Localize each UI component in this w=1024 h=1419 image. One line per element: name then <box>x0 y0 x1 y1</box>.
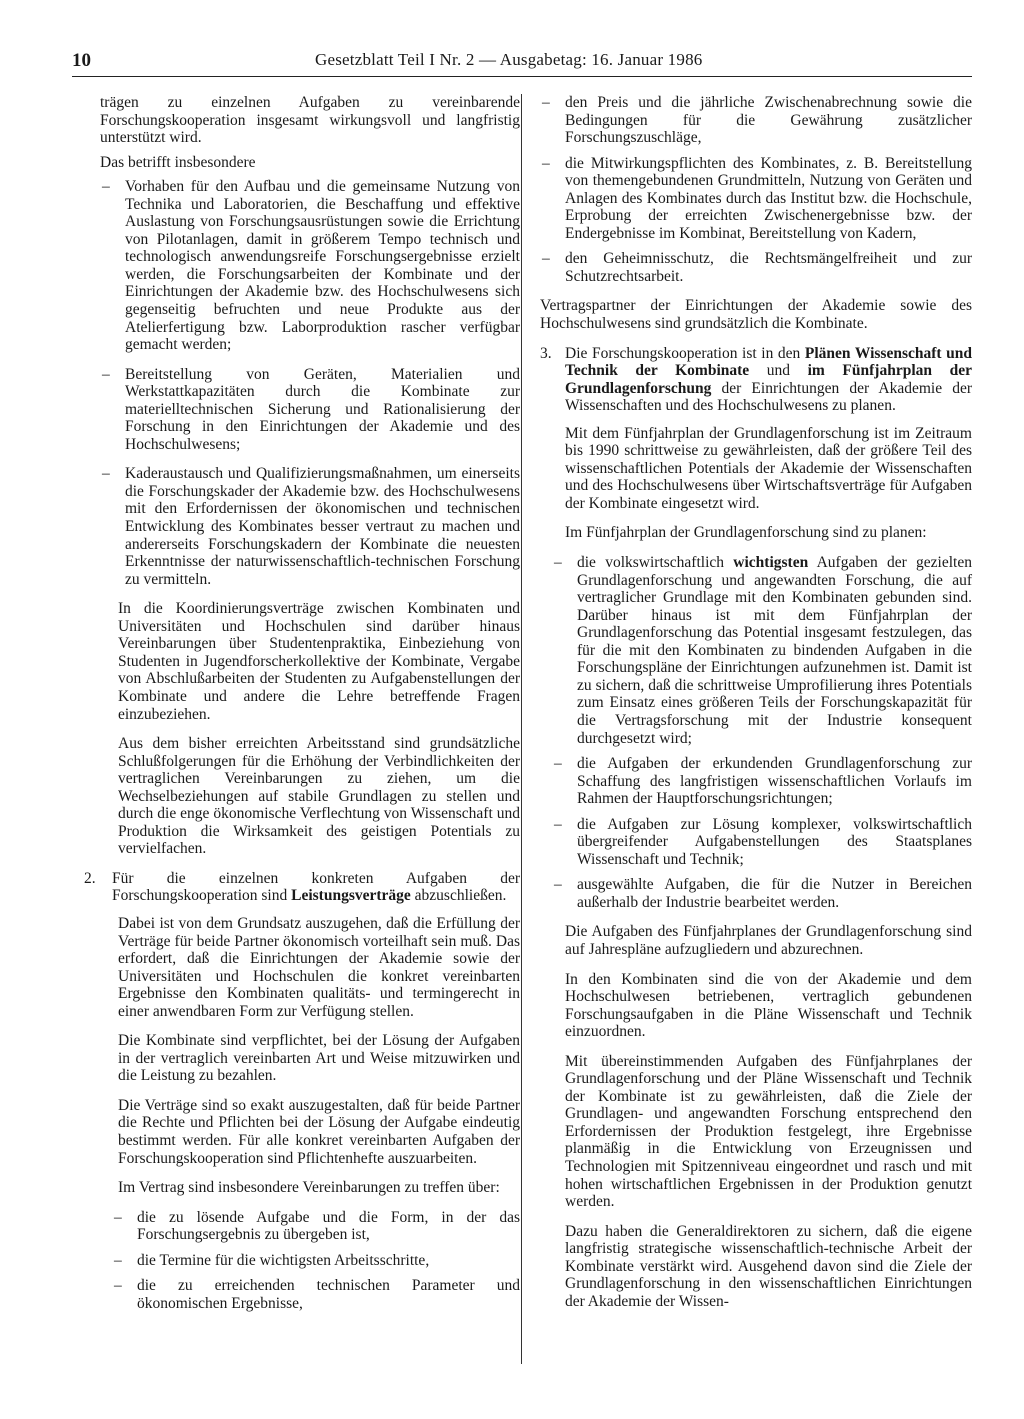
list-item <box>112 1252 520 1270</box>
numbered-item-2 <box>84 870 520 905</box>
column-divider <box>521 94 522 1364</box>
item-text-bold: im Fünfjahrplan der Grundlagenforschung <box>565 362 972 397</box>
list-item-text: ausgewählte Aufgaben, die für die Nutzer in Bereichen außerhalb der Industrie bearbeitet werden. <box>577 876 972 911</box>
list-item <box>540 250 972 285</box>
paragraph-uebereinstimmend: Mit übereinstimmenden Aufgaben des Fünfjahrplanes der Grundlagenforschung und der Pläne Wissenschaft und Technik der Kombinate ist zu gewährleisten, daß die Ziele der Grundlagen- und angewandten Forschung entsprechend den Erfordernissen der Produktion festgelegt, ihre Ergebnisse planmäßig in die Entwicklung von Erzeugnissen und Technologien mit Spitzenniveau eingeordnet und rasch und mit hohen wirtschaftlichen Ergebnissen in der Produktion genutzt werden. <box>565 1052 972 1211</box>
item-number: 2. <box>84 869 96 887</box>
paragraph-intro: trägen zu einzelnen Aufgaben zu vereinbarende Forschungskooperation insgesamt wirkungsvoll und langfristig unterstützt wird. <box>100 94 520 147</box>
list-item-text: Vorhaben für den Aufbau und die gemeinsame Nutzung von Technika und Laboratorien, die Beschaffung und effektive Auslastung von Forschungsausrüstungen sowie die Errichtung von Pilotanlagen, damit in größerem Tempo technisch und technologisch anwendungsreife Forschungsergebnisse erzielt werden, die Forschungsarbeiten der Kombinate und der Einrichtungen der Akademie bzw. des Hochschulwesens sich gegenseitig befruchten und neue Produkte aus der Atelierfertigung bzw. Laborproduktion rascher verfügbar gemacht werden; <box>125 178 520 354</box>
dash-marker: – <box>542 154 550 172</box>
running-head: Gesetzblatt Teil I Nr. 2 — Ausgabetag: 16. Januar 1986 <box>315 50 703 69</box>
list-item-text: die zu erreichenden technischen Parameter und ökonomischen Ergebnisse, <box>137 1277 520 1312</box>
list-item <box>112 1277 520 1312</box>
list-item <box>552 816 972 869</box>
dash-marker: – <box>554 876 562 894</box>
right-column <box>540 94 972 1322</box>
paragraph-fuenfjahrplan: Mit dem Fünfjahrplan der Grundlagenforschung ist im Zeitraum bis 1990 schrittweise zu gewährleisten, daß der größere Teil des wissenschaftlichen Potentials der Akademie der Wissenschaften und des Hochschulwesens über Wirtschaftsverträge für Aufgaben der Kombinate eingesetzt wird. <box>565 424 972 512</box>
item-text: der Einrichtungen der Akademie der Wissenschaften und des Hochschulwesens zu planen. <box>565 379 972 415</box>
paragraph-im-vertrag: Im Vertrag sind insbesondere Vereinbarungen zu treffen über: <box>118 1179 500 1197</box>
paragraph-exakt: Die Verträge sind so exakt auszugestalten, daß für beide Partner die Rechte und Pflichten bei der Lösung der Aufgabe eindeutig bestimmt werden. Für alle konkret vereinbarten Aufgaben der Forschungskooperation sind Pflichtenhefte auszuarbeiten. <box>118 1096 520 1167</box>
list-item <box>552 554 972 747</box>
paragraph-jahresplaene: Die Aufgaben des Fünfjahrplanes der Grundlagenforschung sind auf Jahrespläne aufzugliedern und abzurechnen. <box>565 923 972 958</box>
paragraph-kombinaten: In den Kombinaten sind die von der Akademie und dem Hochschulwesen betriebenen, vertraglich gebundenen Forschungsaufgaben in die Pläne Wissenschaft und Technik einzuordnen. <box>565 970 972 1041</box>
dash-marker: – <box>554 815 562 833</box>
list-item <box>540 94 972 147</box>
list-item <box>112 1209 520 1244</box>
item-text: Die Forschungskooperation ist in den <box>565 344 805 362</box>
paragraph-generaldirektoren: Dazu haben die Generaldirektoren zu sichern, daß die eigene langfristig strategische wissenschaftlich-technische Arbeit der Kombinate verstärkt wird. Ausgehend davon sind die Ziele der Grundlagenforschung in den wissenschaftlichen Einrichtungen der Akademie der Wissen- <box>565 1222 972 1310</box>
list-item <box>100 178 520 353</box>
paragraph-vertragspartner: Vertragspartner der Einrichtungen der Akademie sowie des Hochschulwesens sind grundsätzlich die Kombinate. <box>540 297 972 333</box>
item-text-bold: Plänen Wissenschaft und Technik der Kombinate <box>565 344 972 380</box>
list-item-text: den Preis und die jährliche Zwischenabrechnung sowie die Bedingungen für die Gewährung zusätzlicher Forschungszuschläge, <box>565 94 972 147</box>
item-text-bold: Leistungsverträge <box>291 887 411 905</box>
paragraph-arbeitsstand: Aus dem bisher erreichten Arbeitsstand sind grundsätzliche Schlußfolgerungen für die Erhöhung der Verbindlichkeiten der vertraglichen Vereinbarungen zu ziehen, um die Wechselbeziehungen auf stabile Grundlagen zu stellen und durch die enge ökonomische Verflechtung von Wissenschaft und Produktion die Wirksamkeit des geistigen Potentials zu vervielfachen. <box>118 735 520 858</box>
paragraph-koordinierung: In die Koordinierungsverträge zwischen Kombinaten und Universitäten und Hochschulen sind darüber hinaus Vereinbarungen über Studentenpraktika, Einbeziehung von Studenten in Jugendforscherkollektive der Kombinate, Vergabe von Abschlußarbeiten der Studenten zu Aufgabenstellungen der Kombinate und andere die Lehre betreffende Fragen einzubeziehen. <box>118 600 520 723</box>
dash-marker: – <box>554 554 562 572</box>
dash-marker: – <box>114 1251 122 1269</box>
list-item <box>100 366 520 454</box>
list-item <box>540 155 972 243</box>
page-header <box>72 48 972 77</box>
item-text: Für die einzelnen konkreten Aufgaben der Forschungskooperation sind <box>112 869 520 905</box>
dash-marker: – <box>114 1208 122 1226</box>
dash-marker: – <box>542 94 550 111</box>
dash-marker: – <box>102 365 110 383</box>
list-item <box>552 876 972 911</box>
paragraph-betrifft: Das betrifft insbesondere <box>100 153 256 171</box>
paragraph-grundsatz: Dabei ist von dem Grundsatz auszugehen, daß die Erfüllung der Verträge für beide Partner ökonomisch vorteilhaft sein muß. Das erfordert, daß die Einrichtungen der Akademie sowie der Universitäten und Hochschulen die konkret vereinbarten Ergebnisse den Kombinaten qualitäts- und termingerecht in einer anwendbaren Form zur Verfügung stellen. <box>118 914 520 1020</box>
paragraph-verpflichtet: Die Kombinate sind verpflichtet, bei der Lösung der Aufgaben in der vertraglich vereinbarten Art und Weise mitzuwirken und die Leistung zu bezahlen. <box>118 1032 520 1085</box>
list-item-text: die Termine für die wichtigsten Arbeitsschritte, <box>137 1251 430 1269</box>
list-item-text-bold: wichtigsten <box>733 554 809 572</box>
item-number: 3. <box>540 344 552 362</box>
left-column <box>84 94 520 1320</box>
list-item-text: Kaderaustausch und Qualifizierungsmaßnahmen, um einerseits die Forschungskader der Akademie bzw. des Hochschulwesens mit den Erfordernissen der ökonomischen und technischen Entwicklung des Kombinates besser vertraut zu machen und andererseits Forschungskadern der Kombinate die neuesten Erkenntnisse der naturwissenschaftlich-technischen Forschung zu vermitteln. <box>125 465 520 588</box>
list-item-text: die Aufgaben zur Lösung komplexer, volkswirtschaftlich übergreifender Aufgabenstellungen des Staatsplanes Wissenschaft und Technik; <box>577 815 972 868</box>
list-item <box>100 465 520 588</box>
item-text: und <box>749 362 808 380</box>
list-item-text: die zu lösende Aufgabe und die Form, in der das Forschungsergebnis zu übergeben ist, <box>137 1208 520 1244</box>
dash-marker: – <box>542 250 550 268</box>
item-text: abzuschließen. <box>410 887 507 905</box>
numbered-item-3 <box>540 345 972 415</box>
list-item-text: die Aufgaben der erkundenden Grundlagenforschung zur Schaffung des langfristigen wissenschaftlichen Vorlaufs im Rahmen der Hauptforschungsrichtungen; <box>577 755 972 808</box>
dash-marker: – <box>102 465 110 483</box>
list-item-text: die Mitwirkungspflichten des Kombinates, z. B. Bereitstellung von themengebundenen Grundmitteln, Nutzung von Geräten und Anlagen des Kombinates durch das Institut bzw. die Hochschule, Erprobung der erreichten Zwischenergebnisse bzw. der Endergebnisse im Kombinat, Bereitstellung von Kadern, <box>565 154 972 242</box>
list-item <box>552 755 972 808</box>
list-item-text: Bereitstellung von Geräten, Materialien und Werkstattkapazitäten durch die Kombinate zur materielltechnischen Sicherung und Rationalisierung der Forschung in den Einrichtungen der Akademie und des Hochschulwesens; <box>125 365 520 453</box>
list-item-text: den Geheimnisschutz, die Rechtsmängelfreiheit und zur Schutzrechtsarbeit. <box>565 250 972 285</box>
dash-marker: – <box>102 178 110 196</box>
page-number: 10 <box>72 50 91 71</box>
dash-marker: – <box>114 1277 122 1295</box>
dash-marker: – <box>554 755 562 773</box>
paragraph-zu-planen: Im Fünfjahrplan der Grundlagenforschung sind zu planen: <box>565 524 927 542</box>
list-item-text: die volkswirtschaftlich <box>577 554 734 572</box>
list-item-text: Aufgaben der gezielten Grundlagenforschung und angewandten Forschung, die auf vertraglicher Grundlage mit den Kombinaten gebunden sind. Darüber hinaus ist mit dem Fünfjahrplan der Grundlagenforschung das Potential insgesamt festzulegen, das für die mit den Kombinaten zu bindenden Aufgaben in die Forschungspläne der Einrichtungen aufzunehmen ist. Damit ist zu sichern, daß die schrittweise Umprofilierung ihres Potentials zum Einsatz eines größeren Teils der Forschungskapazität für die Vertragsforschung mit der Industrie konsequent durchgesetzt wird; <box>577 554 972 747</box>
